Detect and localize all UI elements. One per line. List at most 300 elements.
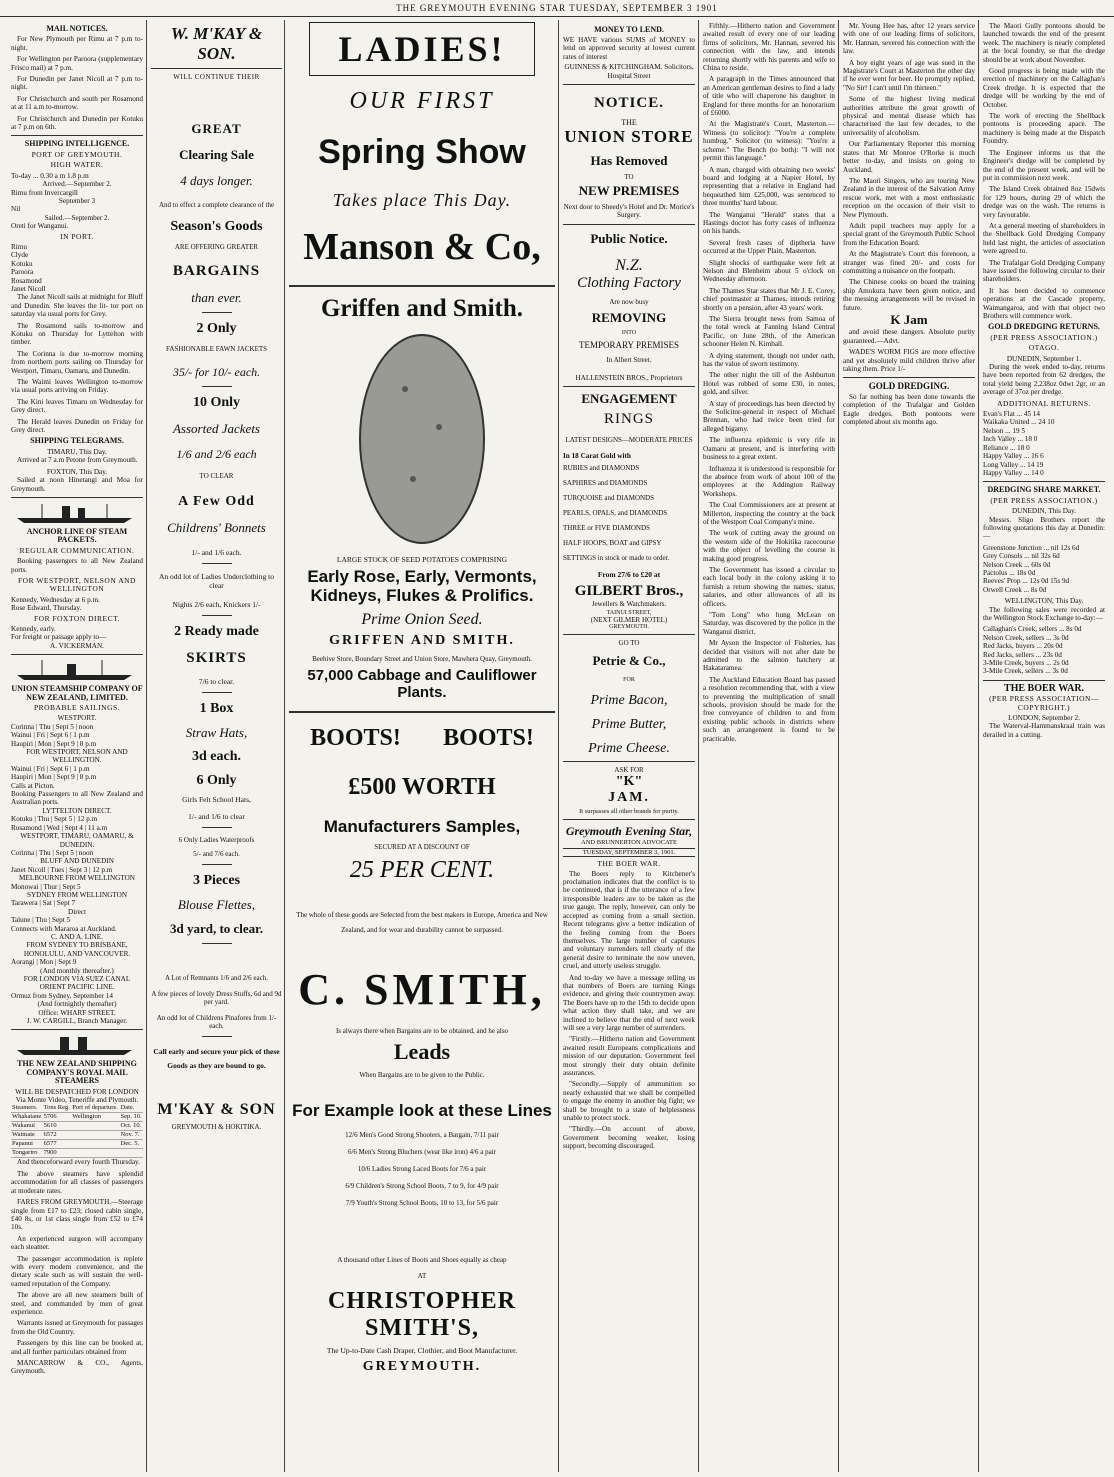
column-display-ads [286, 22, 558, 1472]
column-rule [838, 20, 839, 1472]
mkay-title: W. M'KAY & SON. [170, 24, 263, 63]
wade-worm-figs: WADE'S WORM FIGS are more effective and yet absolutely mild children thrive after taking them. Price 1/- [843, 348, 975, 374]
table-cell [71, 1140, 119, 1149]
editorial-paragraph: The Boers reply to Kitchener's proclamation indicates that the conflict is to be continued, that is if the utterance of a few irresponsible leaders are to be taken as the true gauge. The reply, however, can only be accepted as coming from a small section. Recent telegrams give a better indication of the feeling coming from the Boers themselves. The large number of captures and voluntary surrenders tell clearly of the general desire to terminate the now uneven, cruel, and utterly useless struggle. [563, 869, 695, 971]
column-header: Tons Reg. [43, 1104, 70, 1112]
mkay-pinafores: An odd lot of Childrens Pinafores from 1/- each. [156, 1014, 277, 1030]
shipping-heading: SHIPPING INTELLIGENCE. [24, 139, 130, 149]
mkay-price6: 5/- and 7/6 each. [193, 850, 240, 858]
dredging-paragraph: The Engineer informs us that the Engineer's dredge will be completed by the end of the present week, and will be put in commission next week. [983, 148, 1105, 182]
dateline: DUNEDIN, September 1. [1006, 354, 1082, 363]
dredging-paragraph: Good progress is being made with the erection of machinery on the Callaghan's Creek dredge. It is expected that the dredge will be working by the end of October. [983, 67, 1105, 109]
mkay-clearing: Clearing Sale [179, 147, 254, 162]
mkay-town: GREYMOUTH & HOKITIKA. [171, 1123, 262, 1131]
divider [202, 386, 232, 387]
arrived-line: Rimu from Invercargill [11, 188, 78, 197]
column-header: Port of departure. [72, 1104, 118, 1112]
dredging-paragraph: The Trafalgar Gold Dredging Company have issued the following circular to their shareholders. [983, 258, 1105, 284]
mkay-price4: 7/6 to clear. [198, 677, 235, 686]
table-cell: Whakatane [12, 1113, 42, 1121]
notice-heading: NOTICE. [594, 95, 664, 112]
sailing-line: SYDNEY FROM WELLINGTON [26, 890, 128, 899]
mail-list [11, 35, 143, 131]
table-cell [71, 1131, 119, 1140]
table-cell: 6572 [43, 1131, 72, 1140]
divider [11, 497, 143, 498]
dateline: WELLINGTON, This Day. [1004, 597, 1084, 606]
divider [151, 68, 282, 69]
wellington-row: 3-Mile Creek, buyers ... 2s 0d [983, 659, 1069, 668]
nzsc-heading: THE NEW ZEALAND SHIPPING COMPANY'S ROYAL MAIL STEAMERS [17, 1059, 137, 1086]
mkay-blouse: Blouse Flettes, [177, 897, 256, 912]
mkay-bonnets: Childrens' Bonnets [167, 520, 266, 535]
when-bargains: When Bargains are to be given to the Public. [359, 1071, 485, 1079]
wellington-text: The following sales were recorded at the Wellington Stock Exchange to-day:— [983, 605, 1105, 622]
news-paragraph: The Chinese cooks on board the training ship Amokura have been given notice, and the messing arrangements will be revised in future. [843, 278, 975, 312]
news-paragraph: Several fresh cases of diptheria have occurred at the Upper Plain, Masterton. [703, 238, 835, 256]
returns-row: Happy Valley ... 14 0 [983, 468, 1044, 477]
mkay-days: 4 days longer. [180, 173, 253, 188]
returns-row: Inch Valley ... 18 0 [983, 435, 1038, 444]
sailing-line: Wainui | Fri | Sept 6 | 1 p.m [11, 764, 90, 773]
clothing-factory: Clothing Factory [577, 274, 681, 291]
wellington-row: Red Jacks, buyers ... 20s 0d [983, 642, 1063, 651]
column-news [700, 22, 838, 1472]
copyright: (PER PRESS ASSOCIATION—COPYRIGHT.) [989, 694, 1099, 712]
gem-line: SAPHIRES and DIAMONDS [563, 478, 648, 487]
high-water-heading: HIGH WATER. [50, 160, 104, 170]
news-paragraph: The Sierra brought news from Samoa of the total wreck at Fanning Island Central Pacific, on June 28th, of the American schooner Helen N. Kimball. [703, 315, 835, 349]
steamer-schedule-table [11, 1104, 143, 1158]
sailing-line: Janet Nicoll | Tues | Sept 3 | 12 p.m [11, 865, 113, 874]
issue-date: TUESDAY, SEPTEMBER 3, 1901. [563, 848, 695, 857]
gem-line: TURQUOISE and DIAMONDS [563, 493, 654, 502]
sailing-line: Connects with Mararoa at Auckland. [11, 924, 117, 933]
table-row [11, 1122, 143, 1131]
mail-notices-heading: MAIL NOTICES. [46, 24, 108, 33]
mkay-two-only: 2 Only [196, 321, 237, 336]
table-cell [71, 1149, 119, 1158]
gem-line: THREE or FIVE DIAMONDS [563, 523, 650, 532]
sailing-line: LYTTELTON DIRECT. [42, 806, 112, 815]
arrived-line: Sailed.—September 2. [44, 213, 110, 222]
nzsc-paragraph: The above are all new steamers built of steel, and commanded by men of great experience. [11, 1291, 143, 1316]
sailing-line: Corinna | Thu | Sept 5 | noon [11, 722, 94, 731]
mkay-six-only: 6 Only [196, 773, 237, 788]
boot-lines [289, 1127, 555, 1212]
sailing-line: FOR WESTPORT, NELSON AND WELLINGTON. [26, 748, 128, 765]
divider [202, 312, 232, 313]
mkay-signature: M'KAY & SON [157, 1101, 276, 1118]
news-paragraph: Mr Ayson the Inspector of Fisheries, has decided that visitors will not after date be admitted to the salmon hatchery at Hakataramea. [703, 639, 835, 673]
news-paragraph: The Government has issued a circular to each local body in the colony asking it to furnish a return showing the names, status, salaries, and other allowances of all its officers. [703, 565, 835, 608]
column-mkay-ad [148, 22, 285, 1472]
table-row [11, 1140, 143, 1149]
jam-word: JAM. [608, 789, 650, 805]
surpasses: It surpasses all other brands for purity. [579, 807, 679, 815]
divider [563, 819, 695, 820]
prime-butter: Prime Butter, [591, 716, 667, 732]
column-header: Date. [120, 1104, 143, 1113]
union-company-heading: UNION STEAMSHIP COMPANY OF NEW ZEALAND, LIMITED. [11, 684, 143, 702]
arrived-line: Nil [11, 205, 21, 214]
sailing-line: Rosamond | Wed | Sept 4 | 11 a.m [11, 823, 108, 832]
up-to-date: The Up-to-Date Cash Draper, Clothier, and Boot Manufacturer. [326, 1346, 518, 1355]
sailing-line: Direct [68, 907, 86, 916]
dredging-paragraph: It has been decided to commence operations at the Cascade property, Waimangaroa, and with that object two Brothers will commence work. [983, 286, 1105, 320]
boer-war-heading: THE BOER WAR. [597, 858, 661, 868]
sailing-line: Booking Passengers to all New Zealand and Australian ports. [11, 790, 143, 807]
wellington-row: 3-Mile Creek, sellers ... 3s 0d [983, 667, 1068, 676]
mkay-ten-only: 10 Only [192, 395, 241, 410]
table-cell: Tongariro [11, 1149, 43, 1158]
k-jam-text: and avoid these dangers. Absolute purity guaranteed.—Advt. [843, 328, 975, 345]
c-smith-heading: C. SMITH, [298, 965, 546, 1014]
in-port-ship: Rimu [11, 242, 27, 251]
ladies-heading: LADIES! [309, 22, 535, 76]
in-port-ship: Rosamond [11, 276, 42, 285]
money-signature: GUINNESS & KITCHINGHAM. Solicitors, Hospital Street [564, 63, 694, 80]
table-row [11, 1131, 143, 1140]
mail-line: For Christchurch and Dunedin per Kotuku at 7 p.m on 6th. [11, 114, 143, 132]
dredging-paragraph: At a general meeting of shareholders in the Shellback Gold Dredging Company held last night, the articles of association were agreed to. [983, 221, 1105, 256]
nzsc-paragraph: An experienced surgeon will accompany each steamer. [11, 1234, 143, 1252]
share-row: Orwell Creek ... 8s 0d [983, 585, 1047, 594]
sailing-line: BLUFF AND DUNEDIN [40, 857, 114, 866]
at-word: AT [417, 1272, 427, 1280]
divider [843, 377, 975, 378]
high-water-line: To-day ... 0.30 a m 1.8 p.m [11, 171, 89, 180]
sailing-line: Haupiri | Mon | Sept 9 | 8 p.m [11, 739, 97, 748]
anchor-line: Rose Edward, Thursday. [11, 604, 82, 613]
mkay-price2: 1/6 and 2/6 each [176, 447, 257, 461]
mail-line: For New Plymouth per Rimu at 7 p.m to-night. [11, 35, 143, 52]
divider [202, 615, 232, 616]
additional-returns: ADDITIONAL RETURNS. [997, 398, 1091, 408]
our-first: OUR FIRST [349, 88, 495, 114]
sailing-line: Kotuku | Thu | Sept 5 | 12 p.m [11, 815, 98, 824]
mkay-great: GREAT [191, 121, 242, 136]
boot-line: 10/6 Ladies Strong Laced Boots for 7/6 a pair [357, 1165, 487, 1173]
sailing-line: WESTPORT. [57, 714, 97, 723]
news-paragraph: A man, charged with obtaining two weeks' board and lodging at a Napier Hotel, by representing that a relative in England had bequeathed him £25,000, was sentenced to three months' hard labour. [703, 165, 835, 208]
news-paragraph: Adult pupil teachers may apply for a special grant of the Greymouth Public School from the Education Board. [843, 221, 975, 247]
returns-row: Waikaka United ... 24 10 [983, 418, 1055, 427]
thousand-lines: A thousand other Lines of Boots and Shoes equally as cheap [337, 1256, 507, 1264]
telegram-line: Sailed at noon Hinetangi and Moa for Greymouth. [11, 476, 143, 493]
anchor-line: A. VICKERMAN. [50, 641, 104, 650]
dredging-paragraph: The Maori Gully pontoons should be launched towards the end of the present week. The machinery is nearly completed at the local foundry, so that the dredge should be at work about November. [983, 22, 1105, 64]
table-cell: 5610 [43, 1122, 72, 1131]
sailing-line: Corinna | Thu | Sept 5 | noon [11, 848, 94, 857]
discount-percent: 25 PER CENT. [349, 857, 495, 883]
table-cell: Nov. 7. [120, 1131, 143, 1140]
shipping-paragraph: The Herald leaves Dunedin on Friday for Grey direct. [11, 417, 143, 435]
new-premises: NEW PREMISES [578, 183, 680, 199]
mkay-call: Call early and secure your pick of these Goods as they are bound to go. [153, 1047, 280, 1070]
takes-place: Takes place This Day. [332, 190, 512, 210]
anchor-line: Kennedy, early. [11, 624, 56, 633]
arrived-line: Oreti for Wanganui. [11, 222, 69, 231]
shipping-paragraph: The Waimi leaves Wellington to-morrow via usual ports arriving on Friday. [11, 378, 143, 395]
anchor-line: For freight or passage apply to— [11, 633, 107, 642]
sailing-line: Wainui | Fri | Sept 6 | 1 p.m [11, 731, 90, 740]
boot-line: 12/6 Men's Good Strong Shooters, a Bargain, 7/11 pair [345, 1131, 499, 1139]
mkay-three-d: 3d each. [192, 749, 241, 764]
shipping-paragraph: The Janet Nicoll sails at midnight for Bluff and Dunedin. She leaves the lit- tor port on saturday via usual ports for Grey. [11, 293, 143, 319]
in-port-ship: Kotuku [11, 259, 33, 268]
in-port-ship: Paroora [11, 268, 34, 277]
sailing-line: Monowai | Thur | Sept 5 [11, 882, 81, 891]
table-cell: Waimate [11, 1131, 43, 1140]
hallenstein: HALLENSTEIN BROS., Proprietors [575, 373, 683, 382]
press-association: (PER PRESS ASSOCIATION.) [990, 495, 1098, 505]
mkay-dress: A few pieces of lovely Dress Stuffs, 6d and 9d per yard. [151, 990, 282, 1006]
nzsc-paragraph: FARES FROM GREYMOUTH.—Steerage single from £17 to £23; closed cabin single, £40 8s, or 1st class single from £52 to £74 10s. [11, 1198, 143, 1232]
otago-heading: OTAGO. [1028, 343, 1060, 353]
mkay-assorted: Assorted Jackets [172, 421, 260, 436]
mkay-three-pieces: 3 Pieces [192, 873, 241, 888]
in-port-heading: IN PORT. [60, 231, 94, 241]
griffen-smith-caps: GRIFFEN AND SMITH. [329, 633, 515, 648]
anchor-line: FOR WESTPORT, NELSON AND WELLINGTON [18, 575, 136, 594]
mkay-remnants: A Lot of Remnants 1/6 and 2/6 each. [164, 974, 269, 982]
albert-street: In Albert Street. [606, 355, 652, 364]
news-paragraph: The work of cutting away the ground on the western side of the Hokitika racecourse with the object of levelling the course is making good progress. [703, 529, 835, 563]
mkay-fawn: FASHIONABLE FAWN JACKETS [165, 345, 268, 353]
telegram-line: TIMARU, This Day. [47, 447, 107, 456]
manson-and-co: Manson & Co, [303, 226, 541, 268]
mkay-to-clear: TO CLEAR [199, 472, 234, 480]
news-paragraph: The Wanganui "Herald" states that a Hastings doctor has forty cases of influenza on his hands. [703, 210, 835, 236]
editorial [563, 870, 695, 1151]
returns-row: Nelson ... 19 5 [983, 426, 1025, 435]
gold-line: In 18 Carat Gold with [563, 452, 631, 461]
editorial-paragraph: "Thirdly.—On account of above, Government becoming weaker, losing support, becoming discouraged. [563, 1125, 695, 1151]
sailing-line: Office: WHARF STREET. [38, 1008, 116, 1017]
tainui-street: TAINUI STREET, [606, 609, 652, 616]
column-rule [698, 20, 699, 1472]
mail-line: For Dunedin per Janet Nicoll at 7 p.m to-night. [11, 75, 143, 92]
share-row: Grey Consols ... nil 32s 6d [983, 552, 1060, 561]
news-paragraph: Mr. Young Hee has, after 12 years service with one of our leading firms of solicitors, Mr. Hannan, severed his connection with the law. [843, 22, 975, 56]
sailing-line: (And monthly thereafter.) [40, 966, 114, 975]
price-range: From 27/6 to £20 at [597, 569, 661, 579]
table-cell: Dec. 5. [120, 1140, 143, 1149]
divider [289, 711, 555, 713]
has-removed: Has Removed [590, 153, 668, 169]
returns-text: During the week ended to-day, returns have been reported from 62 dredges, the total yield being 2,238oz 0dwt 2gr, or an average of 37oz per dredge. [983, 363, 1105, 397]
mkay-ready: 2 Ready made [174, 624, 259, 639]
mkay-offering: ARE OFFERING GREATER [174, 243, 259, 251]
mkay-straw: Straw Hats, [185, 725, 248, 740]
for-example: For Example look at these Lines [292, 1101, 552, 1120]
spring-show: Spring Show [318, 133, 526, 171]
boots-banner [289, 725, 555, 752]
anchor-line: FOR FOXTON DIRECT. [33, 613, 121, 623]
news-paragraph: Fifthly.—Hitherto nation and Government awaited result of every one of our leading firms of solicitors, Mr. Hannan, severed his connection with the law, and intends returning shortly with his parents and wife to China to reside. [703, 22, 835, 73]
news-paragraph: The Auckland Education Board has passed a resolution recommending that, with a view to preventing the multiplication of small schools, provision should be made for the free conveyance of children to and from existing public schools in districts where such an arrangement is found to be practicable. [703, 675, 835, 743]
nzsc-line: Via Monte Video, Teneriffe and Plymouth. [15, 1096, 139, 1105]
news-paragraph: The Maori Singers, who are touring New Zealand in the interest of the Salvation Army rescue work, met with a most enthusiastic reception on the occasion of their visit to New Plymouth. [843, 176, 975, 219]
boot-line: 7/9 Youth's Strong School Boots, 10 to 13, for 5/6 pair [345, 1199, 499, 1207]
boer-war-heading: THE BOER WAR. [1003, 682, 1085, 694]
steamship-icon [11, 502, 143, 524]
mkay-few-odd: A Few Odd [178, 494, 255, 509]
potato-varieties: Early Rose, Early, Vermonts, Kidneys, Flukes & Prolifics. [307, 567, 537, 605]
mkay-one-box: 1 Box [199, 701, 234, 716]
news-paragraph: A stay of proceedings has been directed by the Solicitor-general in respect of Michael Brennan, who had twice been tried for alleged bigamy. [703, 399, 835, 433]
removing: REMOVING [591, 309, 667, 325]
sailing-line: (And fortnightly thereafter) [37, 1000, 117, 1009]
table-row [11, 1149, 143, 1158]
boots-word: BOOTS! [310, 725, 401, 751]
table-header-row [11, 1104, 143, 1113]
steamship-icon [11, 1034, 143, 1056]
prime-onion: Prime Onion Seed. [361, 611, 483, 628]
shipping-paragraph: The Kini leaves Timaru on Wednesday for Grey direct. [11, 397, 143, 415]
dateline: LONDON, September 2. [1008, 714, 1080, 723]
press-association: (PER PRESS ASSOCIATION.) [990, 332, 1098, 342]
mkay-waterproofs: 6 Only Ladies Waterproofs [178, 836, 255, 844]
column-shipping [8, 22, 146, 1472]
share-row: Reeves' Prop ... 12s 0d 15s 9d [983, 577, 1070, 586]
wellington-row: Callaghan's Creek, sellers ... 8s 0d [983, 625, 1082, 634]
share-row: Greenstone Junction ... nil 12s 6d [983, 543, 1080, 552]
sailing-line: Calls at Picton. [11, 781, 55, 790]
anchor-line-heading: ANCHOR LINE OF STEAM PACKETS. [26, 526, 128, 545]
divider [202, 1036, 232, 1037]
table-cell: Sep. 10. [120, 1113, 142, 1121]
are-now-busy: Are now busy [609, 297, 649, 306]
arrived-line: September 3 [58, 196, 96, 205]
divider [202, 692, 232, 693]
news-paragraph: The influenza epidemic is very rife in Oamaru at present, and is interfering with business to a great extent. [703, 436, 835, 462]
returns-row: Long Valley ... 14 19 [983, 460, 1044, 469]
arrived-line: Arrived.—September 2. [42, 180, 112, 189]
table-cell: 7900 [43, 1149, 72, 1158]
column-rule [558, 20, 559, 1472]
griffen-address: Beehive Store, Boundary Street and Union Store, Mawhera Quay, Greymouth. [312, 655, 532, 663]
k-brand: "K" [615, 773, 643, 789]
in-port-ship: Clyde [11, 251, 29, 260]
next-door: Next door to Sheedy's Hotel and Dr. Morice's Surgery. [563, 203, 695, 220]
news-paragraph: At the Magistrate's Court this forenoon, a stranger was fined 20/- and costs for committing a nuisance on the footpath. [843, 250, 975, 275]
whole-goods: The whole of these goods are Selected from the best makers in Europe, America and New Zealand, and for wear and durability cannot be surpassed. [296, 911, 548, 934]
share-text: Messrs. Sligo Brothers report the following quotations this day at Dunedin:— [983, 515, 1105, 541]
sailing-line: C. AND A. LINE. [51, 932, 103, 941]
returns-row: Reliance ... 18 0 [983, 443, 1030, 452]
christopher-smith: CHRISTOPHER SMITH'S, [328, 1288, 516, 1341]
mkay-bargains: BARGAINS [172, 263, 261, 279]
nz-label: N.Z. [615, 256, 643, 274]
wellington-row: Red Jacks, sellers ... 23s 0d [983, 650, 1062, 659]
news-paragraph: The Coal Commissioners are at present at Millerton, inspecting the country at the back of the Westport Coal Company's mine. [703, 501, 835, 526]
nzsc-paragraph: Passengers by this line can be booked at, and all further particulars obtained from [11, 1339, 143, 1356]
sailing-line: Tarawera | Sat | Sept 7 [11, 899, 76, 908]
divider [11, 654, 143, 655]
column-rule [978, 20, 979, 1472]
rings: RINGS [603, 411, 654, 428]
brunnerton-advocate: AND BRUNNERTON ADVOCATE [581, 838, 677, 846]
mkay-sub: WILL CONTINUE THEIR [173, 73, 260, 81]
divider [563, 761, 695, 762]
divider [202, 563, 232, 564]
steamship-icon [11, 659, 143, 681]
anchor-line: Booking passengers to all New Zealand ports. [11, 557, 143, 574]
telegrams-heading: SHIPPING TELEGRAMS. [30, 436, 124, 446]
gem-line: SETTINGS in stock or made to order. [563, 553, 670, 562]
editorial-paragraph: And to-day we have a message telling us that numbers of Boers are turning Kings evidence, and giving their countrymen away. The Boers have up to the 15th to decide upon what action they shall take, and we are inclined to believe that the end of next week will see a very large number of surrenders. [563, 973, 695, 1032]
column-notices [560, 22, 698, 1472]
ask-for: ASK FOR [614, 765, 644, 774]
boots-word: BOOTS! [443, 725, 534, 751]
telegram-line: Arrived at 7 a.m Petone from Greymouth. [17, 456, 138, 465]
sailing-line: MELBOURNE FROM WELLINGTON [19, 874, 135, 883]
griffen-smith-heading: Griffen and Smith. [320, 295, 524, 322]
gem-line: RUBIES and DIAMONDS [563, 463, 640, 472]
newspaper-title: Greymouth Evening Star, [565, 823, 693, 838]
returns-heading: GOLD DREDGING RETURNS. [988, 322, 1100, 332]
mkay-price5: 1/- and 1/6 to clear [188, 812, 245, 821]
sailing-line: FOR LONDON VIA SUEZ CANAL ORIENT PACIFIC LINE. [23, 975, 131, 992]
divider [202, 943, 232, 944]
divider [983, 680, 1105, 681]
sailing-line: Aorangi | Mon | Sept 9 [11, 958, 77, 967]
news-paragraph: "Tom Long" who hung McLean on Saturday, was discovered by the police in the Wanganui district. [703, 611, 835, 636]
telegram-line: FOXTON, This Day. [46, 467, 108, 476]
prime-cheese: Prime Cheese. [588, 740, 670, 756]
notice-the: THE [621, 118, 637, 128]
boot-line: 6/6 Men's Strong Bluchers (wear like iron) 4/6 a pair [347, 1148, 497, 1156]
gold-dredging-heading: GOLD DREDGING. [868, 381, 950, 392]
port-heading: PORT OF GREYMOUTH. [31, 149, 123, 159]
sailing-line: J. W. CARGILL, Branch Manager. [26, 1017, 128, 1026]
news-paragraph: Our Parliamentary Reporter this morning states that Mr Monroe O'Rorke is much better to-day, and insists on going to Auckland. [843, 140, 975, 174]
table-cell: Wakanui [11, 1122, 43, 1131]
news-paragraph: Some of the highest living medical authorities attribute the great growth of physical and mental disease which has characterised the last few decades, to the universality of alcoholism. [843, 95, 975, 137]
column-header: Steamers. [11, 1104, 43, 1113]
column-dredging [980, 22, 1108, 1472]
news-paragraph: Influenza it is understood is responsible for the absence from work of about 100 of the employees at the Addington Railway Workshops. [703, 464, 835, 498]
nzsc-paragraph: MANCARROW & CO., Agents, Greymouth. [11, 1359, 143, 1376]
sailing-line: WESTPORT, TIMARU, OAMARU, & DUNEDIN. [20, 832, 134, 849]
mkay-effect: And to effect a complete clearance of the [158, 201, 275, 209]
divider [289, 285, 555, 287]
nzsc-paragraph: Warrants issued at Greymouth for passages from the Old Country. [11, 1319, 143, 1336]
five-hundred-worth: £500 WORTH [348, 774, 496, 800]
divider [563, 634, 695, 635]
divider [11, 1029, 143, 1030]
anchor-line: Kennedy, Wednesday at 6 p.m. [11, 595, 100, 604]
column-news-2 [840, 22, 978, 1472]
to-word: TO [624, 173, 634, 182]
mkay-price1: 35/- for 10/- each. [172, 365, 261, 379]
money-heading: MONEY TO LEND. [594, 25, 664, 34]
mkay-girls: Girls Felt School Hats, [182, 795, 251, 804]
into-word: INTO [621, 329, 637, 336]
mkay-than: than ever. [191, 290, 242, 305]
table-cell: 6577 [43, 1140, 72, 1149]
mkay-skirts: SKIRTS [186, 650, 247, 666]
dredging-paragraph: So far nothing has been done towards the completion of the Trafalgar and Golden Eagle dredges. Both pontoons were completed about six months ago. [843, 392, 975, 427]
gem-line: PEARLS, OPALS, and DIAMONDS [563, 508, 668, 517]
gem-list [563, 461, 695, 566]
news-paragraph: A paragraph in the Times announced that an American gentleman desires to find a lady of title who will chaperone his daughter in England for three months for an honorarium of £6000. [703, 75, 835, 118]
divider [11, 135, 143, 136]
always-there: Is always there when Bargains are to be obtained, and he also [335, 1027, 509, 1035]
secured-discount: SECURED AT A DISCOUNT OF [374, 843, 470, 851]
